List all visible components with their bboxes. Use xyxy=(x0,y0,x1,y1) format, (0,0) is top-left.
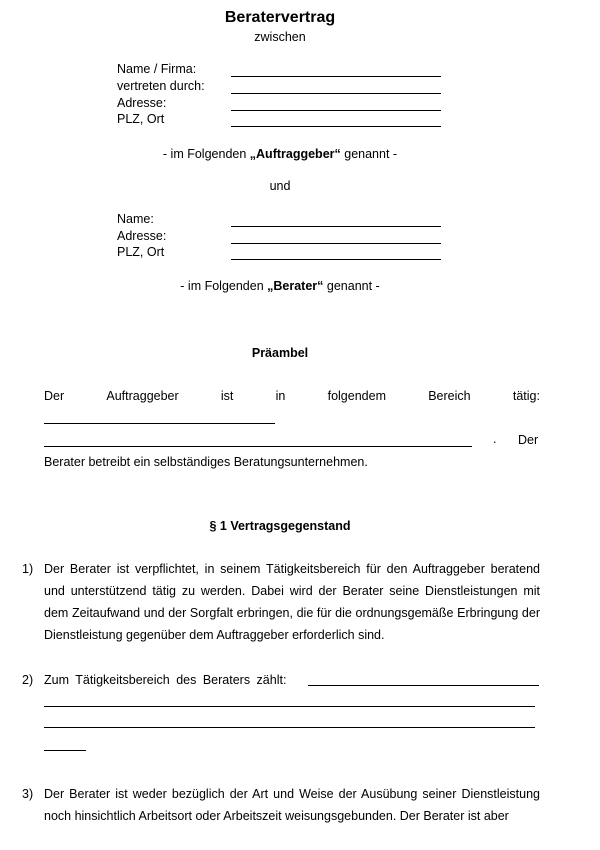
item-2-blank-line-2[interactable] xyxy=(44,706,535,707)
preamble-heading: Präambel xyxy=(251,346,309,360)
section-1-heading: § 1 Vertragsgegenstand xyxy=(209,519,351,533)
client-note: - im Folgenden „Auftraggeber“ genannt - xyxy=(162,147,398,161)
client-address-blank-line[interactable] xyxy=(231,110,441,111)
item-2-text: Zum Tätigkeitsbereich des Beraters zählt: xyxy=(44,673,287,687)
item-2-blank-line-4[interactable] xyxy=(44,750,86,751)
client-role-label: „Auftraggeber“ xyxy=(249,147,341,161)
item-3-text: Der Berater ist weder bezüglich der Art und Weise der Ausübung seiner Dienstleistung noch hinsichtlich Arbeitsort oder Arbeitszeit weisungsgebunden. Der Berater ist aber xyxy=(44,787,540,823)
consultant-field-city-label: PLZ, Ort xyxy=(117,245,165,259)
preamble-area-blank-line-2[interactable] xyxy=(44,446,472,447)
client-representative-blank-line[interactable] xyxy=(231,93,441,94)
document-title: Beratervertrag xyxy=(224,9,336,26)
item-1-text: Der Berater ist verpflichtet, in seinem Tätigkeitsbereich für den Auftraggeber beratend und unterstützend tätig zu werden. Dabei wird der Berater seine Dienstleistungen mit dem Zeitaufwand und der Sorgfalt erbringen, die für die ordnungsgemäße Erbringung der Dienstleistung gegenüber dem Auftraggeber erforderlich sind. xyxy=(44,562,540,642)
item-2-number: 2) xyxy=(22,673,34,687)
item-1-number: 1) xyxy=(22,562,34,576)
client-field-representative-label: vertreten durch: xyxy=(117,79,205,93)
consultant-field-address-label: Adresse: xyxy=(117,229,167,243)
consultant-address-blank-line[interactable] xyxy=(231,243,441,244)
client-field-address-label: Adresse: xyxy=(117,96,167,110)
preamble-dot: . xyxy=(493,432,497,446)
client-city-blank-line[interactable] xyxy=(231,126,441,127)
preamble-der: Der xyxy=(518,433,539,447)
client-field-name-label: Name / Firma: xyxy=(117,62,197,76)
and-label: und xyxy=(269,179,291,193)
item-3-number: 3) xyxy=(22,787,34,801)
preamble-line-3: Berater betreibt ein selbständiges Beratungsunternehmen. xyxy=(44,455,368,469)
consultant-name-blank-line[interactable] xyxy=(231,226,441,227)
between-label: zwischen xyxy=(254,30,306,44)
preamble-area-blank-line-1[interactable] xyxy=(44,423,275,424)
item-2-blank-line-3[interactable] xyxy=(44,727,535,728)
item-2-blank-line-1[interactable] xyxy=(308,685,539,686)
preamble-line-1: Der Auftraggeber ist in folgendem Bereich tätig: xyxy=(44,389,540,403)
client-field-city-label: PLZ, Ort xyxy=(117,112,165,126)
consultant-city-blank-line[interactable] xyxy=(231,259,441,260)
consultant-note: - im Folgenden „Berater“ genannt - xyxy=(180,279,380,293)
consultant-field-name-label: Name: xyxy=(117,212,154,226)
client-name-blank-line[interactable] xyxy=(231,76,441,77)
consultant-role-label: „Berater“ xyxy=(267,279,324,293)
